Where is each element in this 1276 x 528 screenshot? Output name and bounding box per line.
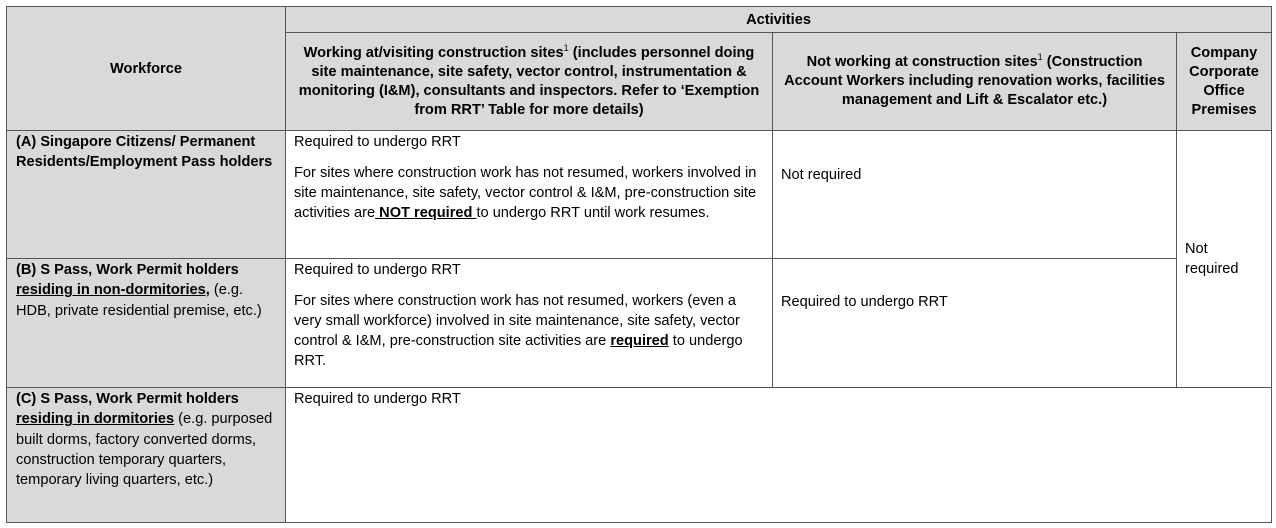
workforce-label: (B) S Pass, Work Permit holders [16, 262, 239, 278]
workforce-cell-c [7, 388, 286, 523]
table-row [7, 131, 1272, 259]
working-cell-b [286, 259, 773, 388]
company-office-cell: Not required [1177, 131, 1272, 388]
requirement-line: Required to undergo RRT [294, 134, 461, 150]
not-working-cell-b: Required to undergo RRT [773, 259, 1177, 388]
rrt-requirements-table [6, 6, 1272, 523]
not-working-cell-a: Not required [773, 131, 1177, 259]
working-at-sites-desc: (includes personnel doing site maintenance, site safety, vector control, instrumentation & monitoring (I&M), consultants and inspectors. Refer to ‘Exemption from RRT’ Table for more details) [298, 44, 760, 118]
workforce-residence: residing in non-dormitories, [16, 282, 210, 299]
not-working-title: Not working at construction sites [806, 54, 1038, 70]
note-emphasis: required [610, 333, 669, 349]
working-at-sites-header [286, 33, 773, 131]
note-text: For sites where construction work has not resumed, workers (even a very small workforce) involved in site maintenance, site safety, vector control & I&M, pre-construction site activities are [294, 293, 740, 349]
working-cell-a [286, 131, 773, 259]
workforce-cell-a [7, 131, 286, 259]
requirement-note [294, 291, 764, 371]
footnote-marker: 1 [563, 42, 569, 53]
note-text: to undergo RRT. [294, 333, 743, 369]
workforce-examples: (e.g. purposed built dorms, factory converted dorms, construction temporary quarters, temporary living quarters, etc.) [16, 411, 273, 489]
activities-header: Activities [286, 7, 1272, 33]
working-at-sites-title: Working at/visiting construction sites [303, 44, 564, 61]
note-text: For sites where construction work has not resumed, workers involved in site maintenance, site safety, vector control & I&M, pre-construction site activities are [294, 165, 757, 221]
table-row [7, 388, 1272, 523]
note-text: to undergo RRT until work resumes. [476, 205, 710, 221]
workforce-label: (C) S Pass, Work Permit holders [16, 391, 239, 407]
working-cell-c: Required to undergo RRT [286, 388, 1272, 523]
requirement-line: Required to undergo RRT [294, 262, 461, 278]
workforce-header: Workforce [7, 7, 286, 131]
note-emphasis: NOT required [375, 205, 477, 221]
workforce-residence: residing in dormitories [16, 411, 175, 428]
workforce-label: (A) Singapore Citizens/ Permanent Residents/Employment Pass holders [16, 134, 273, 171]
company-office-header: Company Corporate Office Premises [1177, 33, 1272, 131]
requirement-note [294, 163, 764, 223]
not-working-desc: (Construction Account Workers including renovation works, facilities management and Lift & Escalator etc.) [784, 54, 1165, 108]
table-row [7, 259, 1272, 388]
workforce-cell-b [7, 259, 286, 388]
workforce-examples: (e.g. HDB, private residential premise, etc.) [16, 282, 262, 319]
footnote-marker: 1 [1037, 52, 1043, 62]
not-working-at-sites-header [773, 33, 1177, 131]
